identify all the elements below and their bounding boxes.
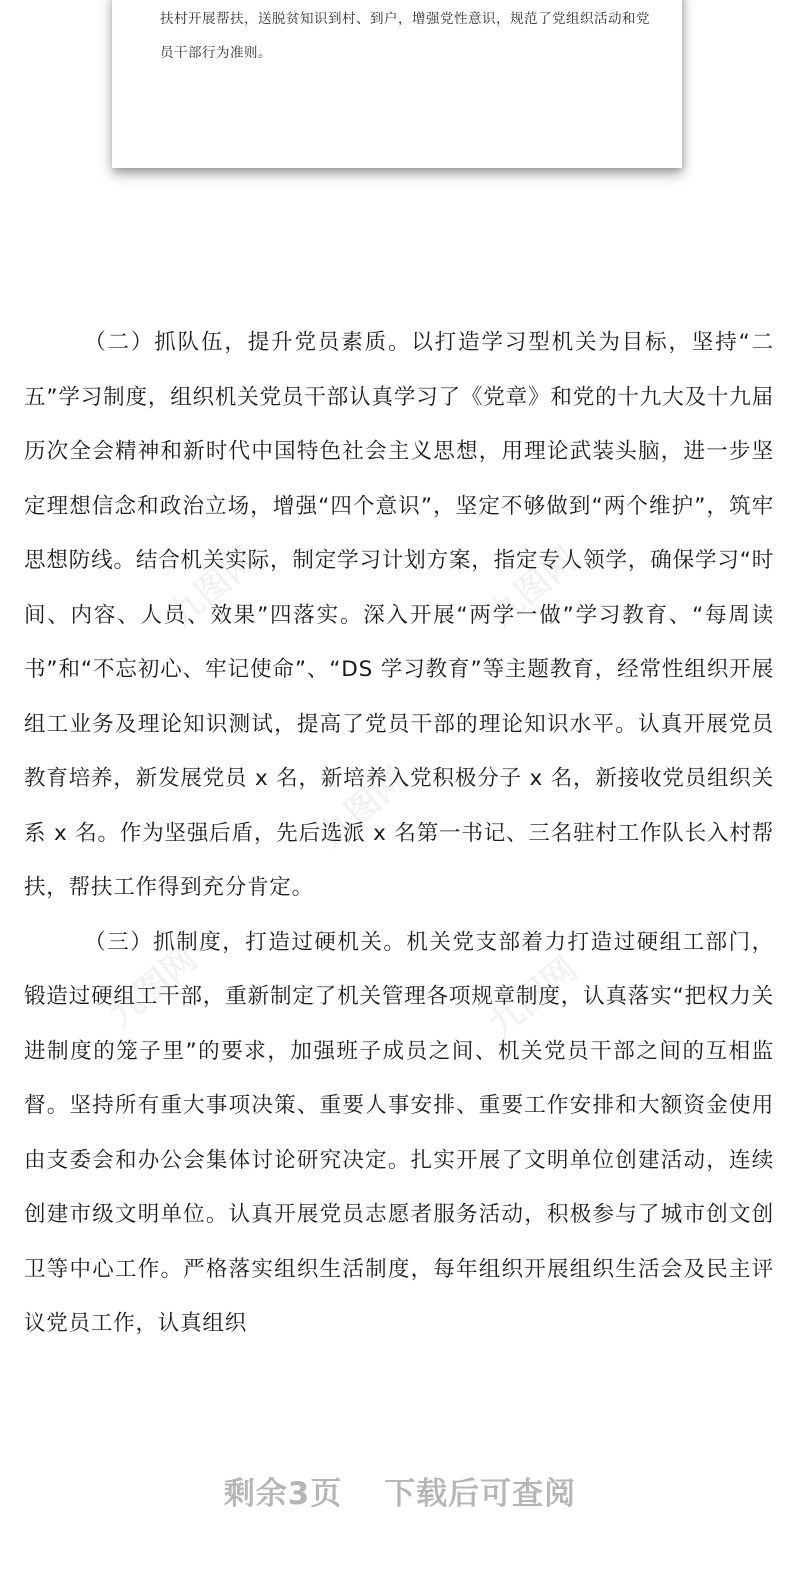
watermark: 九图网 [161,539,266,636]
watermark: 九图网 [481,949,586,1046]
download-to-view-text: 下载后可查阅 [384,1476,577,1512]
paragraph-2: （二）抓队伍，提升党员素质。以打造学习型机关为目标，坚持“二五”学习制度，组织机关党员干部认真学习了《党章》和党的十九大及十九届历次全会精神和新时代中国特色社会主义思想，用理论武装头脑，进一步坚定理想信念和政治立场，增强“四个意识”，坚定不够做到“两个维护”，筑牢思想防线。结合机关实际，制定学习计划方案，指定专人领学，确保学习“时间、内容、人员、效果”四落实。深入开展“两学一做”学习教育、“每周读书”和“不忘初心、牢记使命”、“DS 学习教育”等主题教育，经常性组织开展组工业务及理论知识测试，提高了党员干部的理论知识水平。认真开展党员教育培养，新发展党员 x 名，新培养入党积极分子 x 名，新接收党员组织关系 x 名。作为坚强后盾，先后选派 x 名第一书记、三名驻村工作队长入村帮扶，帮扶工作得到充分肯定。 [24,330,774,900]
summary-card [112,0,682,168]
remaining-pages-text: 剩余3页 [223,1476,343,1512]
watermark: 九图网 [311,759,416,856]
download-prompt[interactable] [0,1468,800,1513]
watermark: 九图网 [101,939,206,1036]
card-text: 扶村开展帮扶，送脱贫知识到村、到户，增强党性意识，规范了党组织活动和党员干部行为准则。 [160,11,650,61]
paragraph-3: （三）抓制度，打造过硬机关。机关党支部着力打造过硬组工部门，锻造过硬组工干部，重新制定了机关管理各项规章制度，认真落实“把权力关进制度的笼子里”的要求，加强班子成员之间、机关党员干部之间的互相监督。坚持所有重大事项决策、重要人事安排、重要工作安排和大额资金使用由支委会和办公会集体讨论研究决定。扎实开展了文明单位创建活动，连续创建市级文明单位。认真开展党员志愿者服务活动，积极参与了城市创文创卫等中心工作。严格落实组织生活制度，每年组织开展组织生活会及民主评议党员工作，认真组织 [24,929,774,1336]
document-body [24,316,774,1352]
watermark: 九图网 [481,539,586,636]
